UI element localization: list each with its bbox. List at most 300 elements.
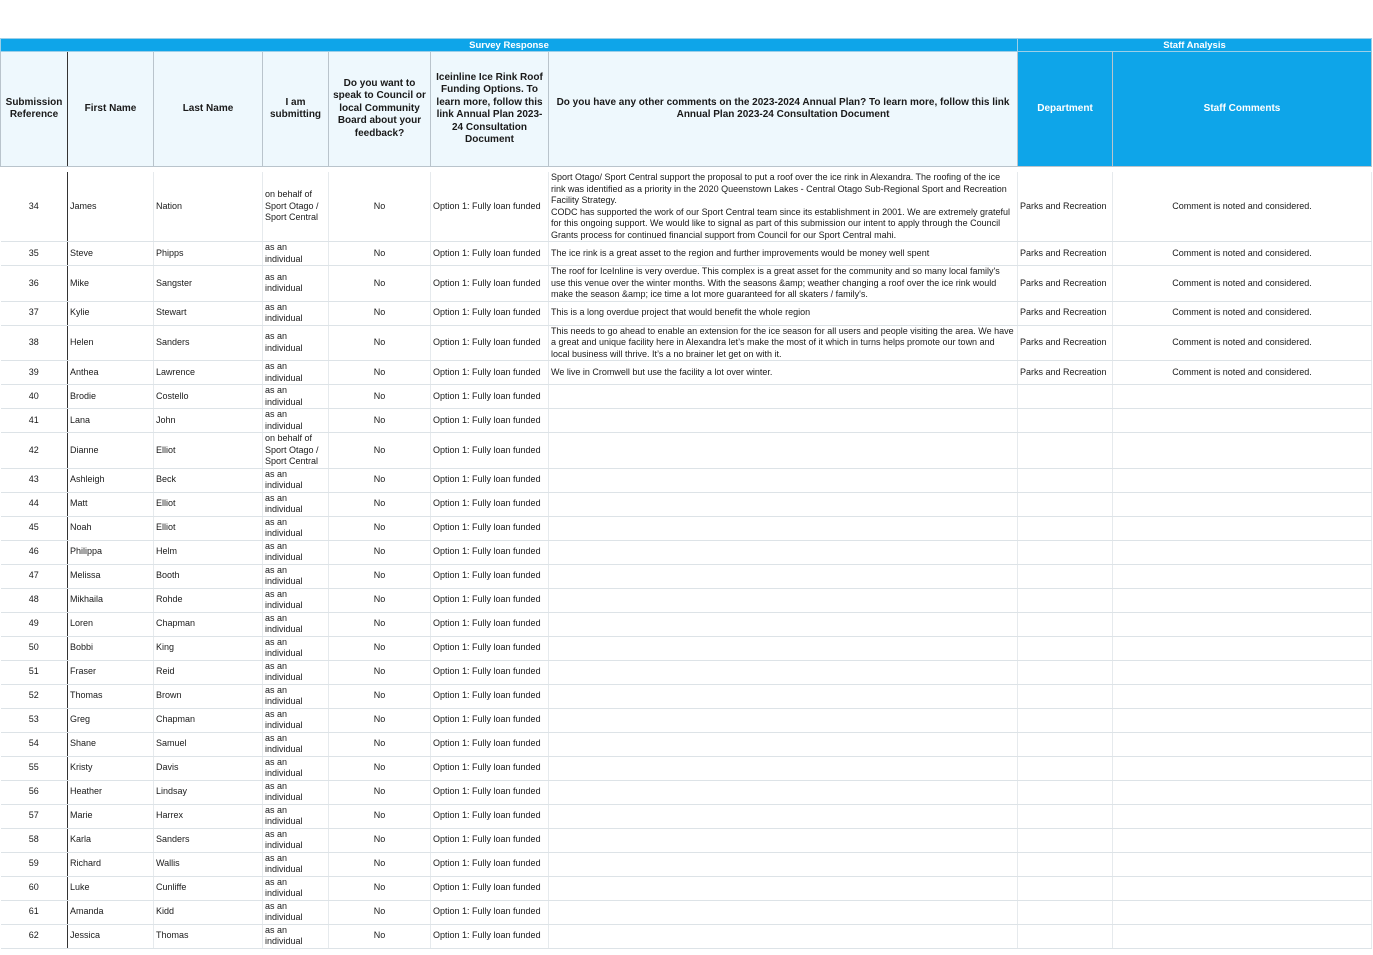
other-comments-cell [549,684,1018,708]
last-name-cell: Sangster [154,266,263,302]
first-name-cell: Fraser [68,660,154,684]
last-name-cell: Brown [154,684,263,708]
submitting-as-cell: on behalf of Sport Otago / Sport Central [263,172,329,242]
table-row [1,636,1372,660]
funding-option-cell: Option 1: Fully loan funded [431,684,549,708]
submitting-as-cell: as an individual [263,756,329,780]
last-name-cell: Lindsay [154,780,263,804]
department-cell: Parks and Recreation [1018,361,1113,385]
department-cell [1018,708,1113,732]
funding-option-cell: Option 1: Fully loan funded [431,660,549,684]
speak-to-council-cell: No [329,301,431,325]
first-name-cell: Kristy [68,756,154,780]
submission-reference-cell: 46 [1,540,68,564]
last-name-cell: Costello [154,385,263,409]
funding-option-cell: Option 1: Fully loan funded [431,588,549,612]
first-name-cell: Philippa [68,540,154,564]
col-header-other-comments: Do you have any other comments on the 2023-2024 Annual Plan? To learn more, follow this link Annual Plan 2023-24 Consultation Document [549,52,1018,167]
first-name-cell: Heather [68,780,154,804]
col-header-speak-to-council: Do you want to speak to Council or local Community Board about your feedback? [329,52,431,167]
last-name-cell: Booth [154,564,263,588]
last-name-cell: Sanders [154,325,263,361]
staff-comments-cell [1113,660,1372,684]
department-cell [1018,852,1113,876]
submission-reference-cell: 60 [1,876,68,900]
col-header-submission-reference: Submission Reference [1,52,68,167]
last-name-cell: Sanders [154,828,263,852]
last-name-cell: Lawrence [154,361,263,385]
submission-reference-cell: 38 [1,325,68,361]
first-name-cell: Bobbi [68,636,154,660]
department-cell [1018,564,1113,588]
submission-reference-cell: 51 [1,660,68,684]
other-comments-cell [549,924,1018,948]
table-row [1,756,1372,780]
table-row [1,516,1372,540]
speak-to-council-cell: No [329,385,431,409]
table-row [1,242,1372,266]
department-cell: Parks and Recreation [1018,266,1113,302]
first-name-cell: Noah [68,516,154,540]
submission-reference-cell: 39 [1,361,68,385]
submission-reference-cell: 36 [1,266,68,302]
funding-option-cell: Option 1: Fully loan funded [431,468,549,492]
other-comments-cell [549,636,1018,660]
col-header-last-name: Last Name [154,52,263,167]
submission-reference-cell: 48 [1,588,68,612]
speak-to-council-cell: No [329,588,431,612]
submitting-as-cell: as an individual [263,516,329,540]
table-row [1,852,1372,876]
department-cell [1018,804,1113,828]
other-comments-cell [549,852,1018,876]
submitting-as-cell: as an individual [263,325,329,361]
other-comments-cell [549,708,1018,732]
department-cell [1018,684,1113,708]
submission-reference-cell: 53 [1,708,68,732]
first-name-cell: Thomas [68,684,154,708]
other-comments-cell [549,804,1018,828]
first-name-cell: Loren [68,612,154,636]
submission-reference-cell: 57 [1,804,68,828]
other-comments-cell [549,732,1018,756]
submission-reference-cell: 37 [1,301,68,325]
department-cell [1018,756,1113,780]
department-cell [1018,433,1113,469]
department-cell [1018,900,1113,924]
last-name-cell: John [154,409,263,433]
last-name-cell: Chapman [154,708,263,732]
speak-to-council-cell: No [329,636,431,660]
speak-to-council-cell: No [329,660,431,684]
other-comments-cell [549,780,1018,804]
staff-comments-cell [1113,588,1372,612]
other-comments-cell [549,756,1018,780]
funding-option-cell: Option 1: Fully loan funded [431,636,549,660]
first-name-cell: Kylie [68,301,154,325]
funding-option-cell: Option 1: Fully loan funded [431,325,549,361]
department-cell: Parks and Recreation [1018,301,1113,325]
funding-option-cell: Option 1: Fully loan funded [431,564,549,588]
table-row [1,433,1372,469]
submission-reference-cell: 62 [1,924,68,948]
speak-to-council-cell: No [329,172,431,242]
submission-reference-cell: 58 [1,828,68,852]
funding-option-cell: Option 1: Fully loan funded [431,900,549,924]
submission-reference-cell: 45 [1,516,68,540]
funding-option-cell: Option 1: Fully loan funded [431,612,549,636]
funding-option-cell: Option 1: Fully loan funded [431,804,549,828]
first-name-cell: Matt [68,492,154,516]
funding-option-cell: Option 1: Fully loan funded [431,924,549,948]
first-name-cell: Mikhaila [68,588,154,612]
other-comments-cell: We live in Cromwell but use the facility a lot over winter. [549,361,1018,385]
first-name-cell: Dianne [68,433,154,469]
col-header-department: Department [1018,52,1113,167]
first-name-cell: Richard [68,852,154,876]
other-comments-cell [549,876,1018,900]
submitting-as-cell: as an individual [263,242,329,266]
submitting-as-cell: as an individual [263,588,329,612]
staff-comments-cell [1113,876,1372,900]
last-name-cell: Elliot [154,492,263,516]
table-row [1,301,1372,325]
submission-reference-cell: 43 [1,468,68,492]
col-header-funding-options: Iceinline Ice Rink Roof Funding Options. To learn more, follow this link Annual Plan 2023-24 Consultation Document [431,52,549,167]
submission-reference-cell: 44 [1,492,68,516]
table-row [1,172,1372,242]
staff-comments-cell [1113,804,1372,828]
speak-to-council-cell: No [329,780,431,804]
funding-option-cell: Option 1: Fully loan funded [431,433,549,469]
table-row [1,385,1372,409]
department-cell [1018,780,1113,804]
funding-option-cell: Option 1: Fully loan funded [431,516,549,540]
speak-to-council-cell: No [329,361,431,385]
last-name-cell: Davis [154,756,263,780]
first-name-cell: Amanda [68,900,154,924]
staff-comments-cell: Comment is noted and considered. [1113,266,1372,302]
funding-option-cell: Option 1: Fully loan funded [431,540,549,564]
last-name-cell: Beck [154,468,263,492]
staff-comments-cell [1113,468,1372,492]
last-name-cell: Elliot [154,433,263,469]
submission-reference-cell: 61 [1,900,68,924]
staff-analysis-band: Staff Analysis [1018,39,1372,52]
department-cell: Parks and Recreation [1018,325,1113,361]
first-name-cell: Melissa [68,564,154,588]
speak-to-council-cell: No [329,492,431,516]
table-row [1,780,1372,804]
table-row [1,266,1372,302]
first-name-cell: Shane [68,732,154,756]
table-row [1,708,1372,732]
last-name-cell: Thomas [154,924,263,948]
table-row [1,732,1372,756]
funding-option-cell: Option 1: Fully loan funded [431,852,549,876]
department-cell [1018,540,1113,564]
staff-comments-cell [1113,924,1372,948]
department-cell [1018,828,1113,852]
submitting-as-cell: as an individual [263,780,329,804]
speak-to-council-cell: No [329,924,431,948]
other-comments-cell [549,900,1018,924]
first-name-cell: Jessica [68,924,154,948]
speak-to-council-cell: No [329,242,431,266]
staff-comments-cell [1113,900,1372,924]
first-name-cell: Steve [68,242,154,266]
submitting-as-cell: as an individual [263,266,329,302]
other-comments-cell [549,828,1018,852]
other-comments-cell [549,660,1018,684]
submitting-as-cell: as an individual [263,900,329,924]
staff-comments-cell [1113,756,1372,780]
table-row [1,588,1372,612]
other-comments-cell: The roof for IceInline is very overdue. This complex is a great asset for the community and so many local family's use this venue over the winter months. With the seasons &amp; weather changing a roof over the ice rink would make the season &amp; ice time a lot more guaranteed for all skaters / family's. [549,266,1018,302]
col-header-staff-comments: Staff Comments [1113,52,1372,167]
staff-comments-cell: Comment is noted and considered. [1113,325,1372,361]
department-cell [1018,612,1113,636]
speak-to-council-cell: No [329,468,431,492]
submitting-as-cell: as an individual [263,361,329,385]
submitting-as-cell: as an individual [263,876,329,900]
other-comments-cell: The ice rink is a great asset to the region and further improvements would be money well spent [549,242,1018,266]
staff-comments-cell [1113,732,1372,756]
submission-reference-cell: 56 [1,780,68,804]
table-row [1,492,1372,516]
staff-comments-cell [1113,828,1372,852]
first-name-cell: James [68,172,154,242]
staff-comments-cell [1113,636,1372,660]
submitting-as-cell: as an individual [263,564,329,588]
submissions-table [0,38,1372,949]
submission-reference-cell: 54 [1,732,68,756]
table-row [1,900,1372,924]
col-header-first-name: First Name [68,52,154,167]
funding-option-cell: Option 1: Fully loan funded [431,732,549,756]
table-row [1,924,1372,948]
speak-to-council-cell: No [329,900,431,924]
speak-to-council-cell: No [329,564,431,588]
speak-to-council-cell: No [329,852,431,876]
staff-comments-cell [1113,564,1372,588]
submission-reference-cell: 55 [1,756,68,780]
submission-reference-cell: 40 [1,385,68,409]
staff-comments-cell [1113,516,1372,540]
last-name-cell: Kidd [154,900,263,924]
first-name-cell: Mike [68,266,154,302]
staff-comments-cell: Comment is noted and considered. [1113,361,1372,385]
funding-option-cell: Option 1: Fully loan funded [431,492,549,516]
submitting-as-cell: as an individual [263,924,329,948]
department-cell [1018,924,1113,948]
other-comments-cell [549,540,1018,564]
col-header-i-am-submitting: I am submitting [263,52,329,167]
last-name-cell: Samuel [154,732,263,756]
first-name-cell: Brodie [68,385,154,409]
submission-reference-cell: 34 [1,172,68,242]
submitting-as-cell: as an individual [263,852,329,876]
table-row [1,876,1372,900]
submitting-as-cell: as an individual [263,468,329,492]
department-cell [1018,660,1113,684]
funding-option-cell: Option 1: Fully loan funded [431,266,549,302]
department-cell [1018,409,1113,433]
speak-to-council-cell: No [329,876,431,900]
first-name-cell: Anthea [68,361,154,385]
funding-option-cell: Option 1: Fully loan funded [431,301,549,325]
submitting-as-cell: as an individual [263,492,329,516]
department-cell [1018,492,1113,516]
other-comments-cell: Sport Otago/ Sport Central support the proposal to put a roof over the ice rink in Alexandra. The roofing of the ice rink was identified as a priority in the 2020 Queenstown Lakes - Central Otago Sub-Regional Sport and Recreation Facility Strategy. CODC has supported the work of our Sport Central team since its establishment in 2001. We are extremely grateful for this ongoing support. We would like to signal as part of this submission our intent to apply through the Council Grants process for continued financial support from Council for our Sport Central mahi. [549,172,1018,242]
funding-option-cell: Option 1: Fully loan funded [431,780,549,804]
submission-reference-cell: 42 [1,433,68,469]
speak-to-council-cell: No [329,612,431,636]
department-cell [1018,385,1113,409]
other-comments-cell [549,433,1018,469]
department-cell: Parks and Recreation [1018,172,1113,242]
last-name-cell: Phipps [154,242,263,266]
funding-option-cell: Option 1: Fully loan funded [431,172,549,242]
last-name-cell: Harrex [154,804,263,828]
first-name-cell: Luke [68,876,154,900]
submitting-as-cell: as an individual [263,828,329,852]
department-cell [1018,468,1113,492]
department-cell [1018,876,1113,900]
first-name-cell: Greg [68,708,154,732]
speak-to-council-cell: No [329,540,431,564]
table-row [1,828,1372,852]
submitting-as-cell: as an individual [263,636,329,660]
speak-to-council-cell: No [329,732,431,756]
submission-reference-cell: 35 [1,242,68,266]
submitting-as-cell: as an individual [263,684,329,708]
funding-option-cell: Option 1: Fully loan funded [431,828,549,852]
staff-comments-cell: Comment is noted and considered. [1113,301,1372,325]
funding-option-cell: Option 1: Fully loan funded [431,409,549,433]
table-row [1,684,1372,708]
other-comments-cell [549,612,1018,636]
last-name-cell: Helm [154,540,263,564]
last-name-cell: Nation [154,172,263,242]
staff-comments-cell: Comment is noted and considered. [1113,172,1372,242]
speak-to-council-cell: No [329,684,431,708]
staff-comments-cell [1113,492,1372,516]
table-row [1,325,1372,361]
other-comments-cell: This needs to go ahead to enable an extension for the ice season for all users and people visiting the area. We have a great and unique facility here in Alexandra let’s make the most of it which in turns helps promote our town and local business will thrive. It’s a no brainer let get on with it. [549,325,1018,361]
table-row [1,804,1372,828]
last-name-cell: Elliot [154,516,263,540]
speak-to-council-cell: No [329,804,431,828]
speak-to-council-cell: No [329,828,431,852]
first-name-cell: Karla [68,828,154,852]
staff-comments-cell [1113,852,1372,876]
submitting-as-cell: on behalf of Sport Otago / Sport Central [263,433,329,469]
other-comments-cell: This is a long overdue project that would benefit the whole region [549,301,1018,325]
submitting-as-cell: as an individual [263,612,329,636]
speak-to-council-cell: No [329,325,431,361]
staff-comments-cell [1113,708,1372,732]
submission-reference-cell: 59 [1,852,68,876]
other-comments-cell [549,492,1018,516]
other-comments-cell [549,588,1018,612]
funding-option-cell: Option 1: Fully loan funded [431,385,549,409]
last-name-cell: Reid [154,660,263,684]
speak-to-council-cell: No [329,266,431,302]
submission-reference-cell: 49 [1,612,68,636]
other-comments-cell [549,385,1018,409]
table-row [1,564,1372,588]
speak-to-council-cell: No [329,756,431,780]
department-cell [1018,588,1113,612]
last-name-cell: Stewart [154,301,263,325]
last-name-cell: Wallis [154,852,263,876]
first-name-cell: Helen [68,325,154,361]
speak-to-council-cell: No [329,433,431,469]
table-row [1,660,1372,684]
funding-option-cell: Option 1: Fully loan funded [431,242,549,266]
staff-comments-cell: Comment is noted and considered. [1113,242,1372,266]
last-name-cell: Rohde [154,588,263,612]
other-comments-cell [549,516,1018,540]
submitting-as-cell: as an individual [263,385,329,409]
submitting-as-cell: as an individual [263,409,329,433]
submitting-as-cell: as an individual [263,301,329,325]
table-row [1,361,1372,385]
staff-comments-cell [1113,409,1372,433]
staff-comments-cell [1113,780,1372,804]
staff-comments-cell [1113,540,1372,564]
submission-reference-cell: 50 [1,636,68,660]
staff-comments-cell [1113,684,1372,708]
table-row [1,540,1372,564]
survey-response-band: Survey Response [1,39,1018,52]
submitting-as-cell: as an individual [263,660,329,684]
staff-comments-cell [1113,612,1372,636]
submitting-as-cell: as an individual [263,540,329,564]
first-name-cell: Ashleigh [68,468,154,492]
first-name-cell: Marie [68,804,154,828]
table-row [1,612,1372,636]
funding-option-cell: Option 1: Fully loan funded [431,876,549,900]
funding-option-cell: Option 1: Fully loan funded [431,708,549,732]
submission-reference-cell: 47 [1,564,68,588]
submission-reference-cell: 52 [1,684,68,708]
department-cell: Parks and Recreation [1018,242,1113,266]
staff-comments-cell [1113,385,1372,409]
staff-comments-cell [1113,433,1372,469]
funding-option-cell: Option 1: Fully loan funded [431,361,549,385]
table-row [1,468,1372,492]
submitting-as-cell: as an individual [263,804,329,828]
department-cell [1018,636,1113,660]
speak-to-council-cell: No [329,409,431,433]
other-comments-cell [549,564,1018,588]
last-name-cell: Cunliffe [154,876,263,900]
table-row [1,409,1372,433]
funding-option-cell: Option 1: Fully loan funded [431,756,549,780]
last-name-cell: Chapman [154,612,263,636]
other-comments-cell [549,409,1018,433]
submitting-as-cell: as an individual [263,732,329,756]
submitting-as-cell: as an individual [263,708,329,732]
last-name-cell: King [154,636,263,660]
first-name-cell: Lana [68,409,154,433]
submission-reference-cell: 41 [1,409,68,433]
other-comments-cell [549,468,1018,492]
department-cell [1018,516,1113,540]
speak-to-council-cell: No [329,516,431,540]
